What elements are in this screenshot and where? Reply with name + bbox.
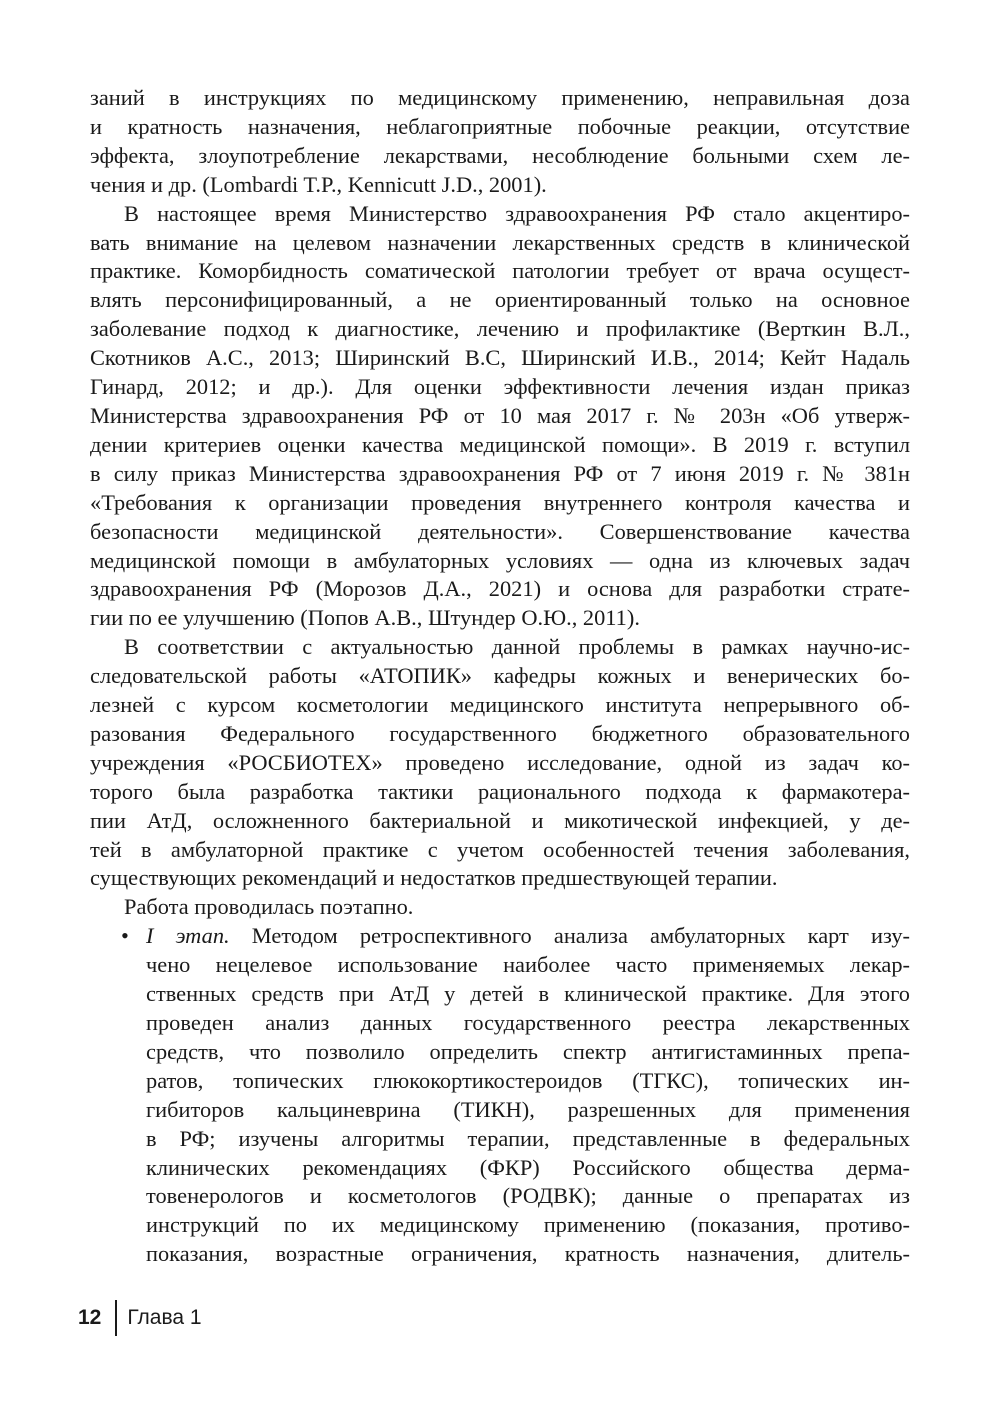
text-line: пии АтД, осложненного бактериальной и микотической инфекцией, у де- [90,807,910,833]
text-line: ственных средств при АтД у детей в клинической практике. Для этого [146,981,910,1007]
text-line: ратов, топических глюкокортикостероидов (ТГКС), топических ин- [146,1067,910,1093]
text-line: учреждения «РОСБИОТЕХ» проведено исследование, одной из задач ко- [90,749,910,775]
text-line: клинических рекомендациях (ФКР) Российского общества дерма- [146,1154,910,1180]
body-text [90,84,910,1269]
text-line: дении критериев оценки качества медицинской помощи». В 2019 г. вступил [90,431,910,457]
text-line: гибиторов кальциневрина (ТИКН), разрешенных для применения [146,1096,910,1122]
paragraph-1 [90,84,910,200]
text-line: чения и др. (Lombardi T.P., Kennicutt J.D., 2001). [90,171,547,197]
text-line: гии по ее улучшению (Попов А.В., Штундер О.Ю., 2011). [90,605,640,631]
paragraph-4 [90,893,910,922]
text-line: практике. Коморбидность соматической патологии требует от врача осущест- [90,258,910,284]
page-number: 12 [78,1306,102,1329]
text-line: эффекта, злоупотребление лекарствами, несоблюдение больными схем ле- [90,142,910,168]
text-line: Гинард, 2012; и др.). Для оценки эффективности лечения издан приказ [90,374,910,400]
text-line: влять персонифицированный, а не ориентированный только на основное [90,287,910,313]
page-footer [78,1298,202,1338]
text-line: Министерства здравоохранения РФ от 10 мая 2017 г. № 203н «Об утверж- [90,402,910,428]
text-line: товенерологов и косметологов (РОДВК); данные о препаратах из [146,1183,910,1209]
text-line: разования Федерального государственного бюджетного образовательного [90,720,910,746]
text-line: показания, возрастные ограничения, кратность назначения, длитель- [146,1241,910,1267]
text-line: заболевание подход к диагностике, лечению и профилактике (Верткин В.Л., [90,316,910,342]
text-line: В соответствии с актуальностью данной проблемы в рамках научно-ис- [124,634,910,660]
text-line: медицинской помощи в амбулаторных условиях — одна из ключевых задач [90,547,910,573]
paragraph-3 [90,633,910,893]
text-line: инструкций по их медицинскому применению (показания, противо- [146,1212,910,1238]
text-line: вать внимание на целевом назначении лекарственных средств в клинической [90,229,910,255]
stage-label: I этап. [146,923,230,949]
paragraph-2 [90,200,910,634]
bullet-icon: • [121,923,129,949]
bullet-item-stage-1 [90,922,910,1269]
text-line: в силу приказ Министерства здравоохранения РФ от 7 июня 2019 г. № 381н [90,460,910,486]
text-line [146,922,910,951]
text-line: следовательской работы «АТОПИК» кафедры кожных и венерических бо- [90,663,910,689]
text-line: в РФ; изучены алгоритмы терапии, представленные в федеральных [146,1125,910,1151]
text-line: чено нецелевое использование наиболее часто применяемых лекар- [146,952,910,978]
text-line: существующих рекомендаций и недостатков предшествующей терапии. [90,865,778,891]
text-line: В настоящее время Министерство здравоохранения РФ стало акцентиро- [124,200,910,226]
text-line: безопасности медицинской деятельности». Совершенствование качества [90,518,910,544]
text-line: здравоохранения РФ (Морозов Д.А., 2021) и основа для разработки страте- [90,576,910,602]
text-line: заний в инструкциях по медицинскому применению, неправильная доза [90,85,910,110]
text-line: торого была разработка тактики рационального подхода к фармакотера- [90,778,910,804]
text-line: тей в амбулаторной практике с учетом особенностей течения заболевания, [90,836,910,862]
chapter-label: Глава 1 [127,1306,202,1329]
text-line: средств, что позволило определить спектр антигистаминных препа- [146,1038,910,1064]
text-line: лезней с курсом косметологии медицинского института непрерывного об- [90,692,910,718]
footer-divider [115,1300,117,1336]
text-line: Скотников А.С., 2013; Ширинский В.С, Ширинский И.В., 2014; Кейт Надаль [90,345,910,371]
text-line: и кратность назначения, неблагоприятные побочные реакции, отсутствие [90,113,910,139]
text-line: проведен анализ данных государственного реестра лекарственных [146,1010,910,1035]
text-line: «Требования к организации проведения внутреннего контроля качества и [90,489,910,515]
text-line: Работа проводилась поэтапно. [124,894,414,920]
text-span: Методом ретроспективного анализа амбулаторных карт изу- [251,923,910,949]
